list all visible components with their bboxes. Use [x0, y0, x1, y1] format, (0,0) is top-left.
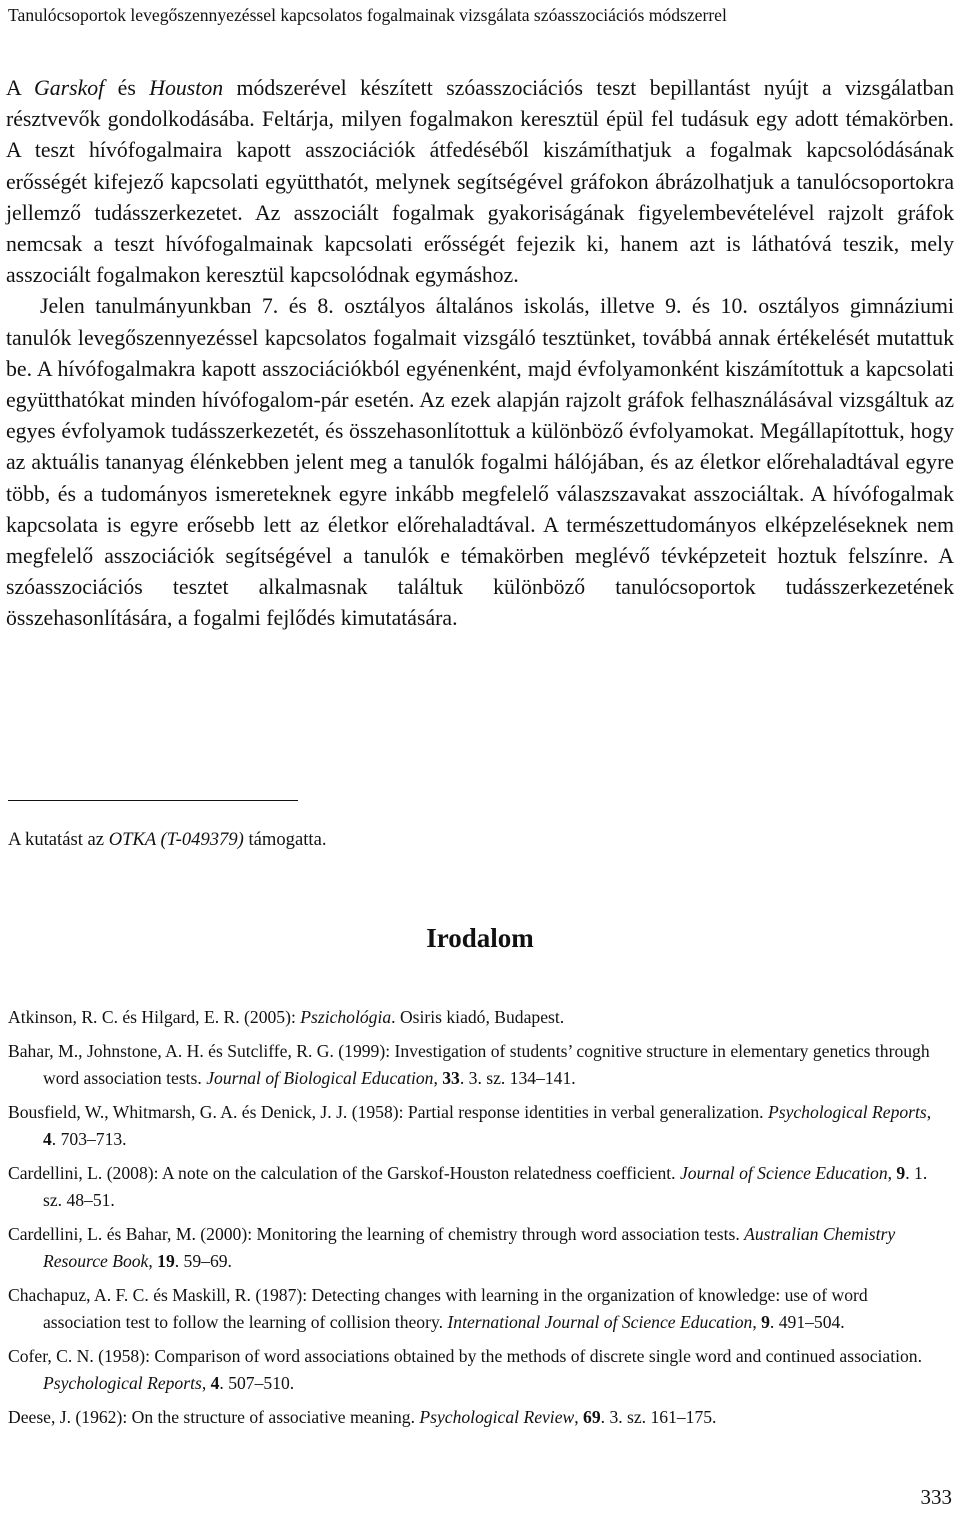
grant-number: OTKA (T-049379)	[108, 829, 244, 850]
reference-volume: 4	[210, 1373, 220, 1393]
reference-authors-title: Cardellini, L. (2008): A note on the calculation of the Garskof-Houston relatedness coefficient.	[8, 1162, 680, 1183]
section-title: Irodalom	[426, 923, 534, 953]
reference-item	[8, 1282, 940, 1337]
reference-journal: Journal of Science Education	[679, 1162, 888, 1183]
reference-pages: . 1. sz. 48–51.	[43, 1162, 928, 1210]
reference-journal: Journal of Biological Education	[206, 1068, 434, 1088]
reference-item	[8, 1038, 940, 1093]
reference-separator: ,	[201, 1373, 211, 1393]
reference-journal: Psychological Reports	[767, 1101, 927, 1122]
reference-pages: . 491–504.	[769, 1312, 845, 1332]
body-text	[6, 73, 954, 635]
reference-journal: Australian Chemistry Resource Book	[43, 1223, 896, 1271]
paragraph-2: Jelen tanulmányunkban 7. és 8. osztályos általános iskolás, illetve 9. és 10. osztályos gimnáziumi tanulók levegőszennyezéssel kapcsolatos fogalmait vizsgáló tesztünket, továbbá annak értékelését mutattuk be. A hívófogalmakra kapott asszociációkból egyénenként, majd évfolyamonként kiszámítottuk a kapcsolati együtthatókat minden hívófogalom-pár esetén. Az ezek alapján rajzolt gráfok felhasználásával vizsgáltuk az egyes évfolyamok tudásszerkezetét, és összehasonlítottuk a különböző évfolyamokat. Megállapítottuk, hogy az aktuális tananyag élénkebben jelent meg a tanulók fogalmi hálójában, és az életkor előrehaladtával egyre több, és a tudományos ismereteknek egyre inkább megfelelő válaszszavakat asszociáltak. A hívófogalmak kapcsolata is egyre erősebb lett az életkor előrehaladtával. A természettudományos elképzeléseknek nem megfelelő asszociációk segítségével a tanulók e témakörben meglévő tévképzeteit hoztuk felszínre. A szóasszociációs tesztet alkalmasnak találtuk különböző tanulócsoportok tudásszerkezetének összehasonlítására, a fogalmi fejlődés kimutatására.	[6, 294, 954, 631]
reference-separator: ,	[433, 1068, 443, 1088]
reference-journal: Psychological Reports	[43, 1373, 202, 1393]
paragraph-1-text: A	[6, 76, 34, 100]
reference-separator: ,	[148, 1251, 158, 1271]
reference-item	[8, 1404, 940, 1432]
reference-journal: International Journal of Science Education	[447, 1312, 753, 1332]
reference-separator: ,	[752, 1312, 762, 1332]
footnote-text: támogatta.	[243, 829, 327, 850]
reference-authors-title: Cofer, C. N. (1958): Comparison of word associations obtained by the methods of discrete single word and continued association.	[8, 1345, 922, 1366]
reference-pages: . 507–510.	[219, 1373, 295, 1393]
reference-pages: . 59–69.	[174, 1251, 232, 1271]
reference-volume: 69	[583, 1406, 601, 1427]
reference-item	[8, 1221, 940, 1276]
author-garskof: Garskof	[33, 76, 105, 100]
reference-authors-title: Deese, J. (1962): On the structure of associative meaning.	[8, 1406, 420, 1427]
reference-volume: 4	[43, 1129, 52, 1149]
reference-item	[8, 1004, 940, 1032]
reference-separator: ,	[926, 1101, 932, 1122]
paragraph-1-text: módszerével készített szóasszociációs teszt bepillantást nyújt a vizsgálatban résztvevők gondolkodásába. Feltárja, milyen fogalmakon keresztül épül fel tudásuk egy adott témakörben. A teszt hívófogalmaira kapott asszociációk átfedéséből kiszámíthatjuk a fogalmak kapcsolódásának erősségét kifejező kapcsolati együtthatót, melynek segítségével gráfokon ábrázolhatjuk a tanulócsoportokra jellemző tudásszerkezetet. Az asszociált fogalmak gyakoriságának figyelembevételével rajzolt gráfok nemcsak a teszt hívófogalmainak kapcsolati erősségét fejezik ki, hanem azt is láthatóvá teszik, mely asszociált fogalmakon keresztül kapcsolódnak egymáshoz.	[6, 76, 954, 288]
paragraph-1-text: és	[104, 76, 150, 100]
reference-list	[8, 1004, 940, 1437]
reference-item	[8, 1160, 940, 1215]
reference-volume: 33	[442, 1068, 460, 1088]
reference-pages: . 703–713.	[51, 1129, 127, 1149]
running-head: Tanulócsoportok levegőszennyezéssel kapcsolatos fogalmainak vizsgálata szóasszociációs módszerrel	[8, 5, 727, 25]
reference-separator: ,	[574, 1406, 584, 1427]
reference-volume: 9	[761, 1312, 770, 1332]
reference-authors-title: Bousfield, W., Whitmarsh, G. A. és Denick, J. J. (1958): Partial response identities in verbal generalization.	[8, 1101, 768, 1122]
funding-footnote	[8, 826, 908, 854]
reference-pages: . 3. sz. 134–141.	[459, 1068, 576, 1088]
reference-journal: Psychological Review	[419, 1406, 575, 1427]
footnote-divider	[8, 800, 298, 801]
paragraph-1	[6, 73, 954, 291]
author-houston: Houston	[149, 76, 224, 100]
reference-authors-title: Atkinson, R. C. és Hilgard, E. R. (2005):	[8, 1007, 301, 1027]
reference-volume: 9	[896, 1162, 906, 1183]
reference-pages: . 3. sz. 161–175.	[600, 1406, 717, 1427]
reference-authors-title: Chachapuz, A. F. C. és Maskill, R. (1987): Detecting changes with learning in the organization of knowledge: use of word association test to follow the learning of collision theory.	[8, 1284, 868, 1332]
reference-authors-title: Bahar, M., Johnstone, A. H. és Sutcliffe, R. G. (1999): Investigation of students’ cognitive structure in elementary genetics through word association tests.	[8, 1040, 930, 1088]
reference-item	[8, 1343, 940, 1398]
footnote-text: A kutatást az	[8, 829, 109, 850]
reference-separator: ,	[887, 1162, 897, 1183]
reference-volume: 19	[157, 1251, 175, 1271]
reference-book-title: Pszichológia	[300, 1007, 392, 1027]
page-number: 333	[920, 1485, 952, 1509]
reference-item	[8, 1099, 940, 1154]
reference-authors-title: Cardellini, L. és Bahar, M. (2000): Monitoring the learning of chemistry through word association tests.	[8, 1223, 745, 1244]
reference-publisher: . Osiris kiadó, Budapest.	[391, 1007, 565, 1027]
